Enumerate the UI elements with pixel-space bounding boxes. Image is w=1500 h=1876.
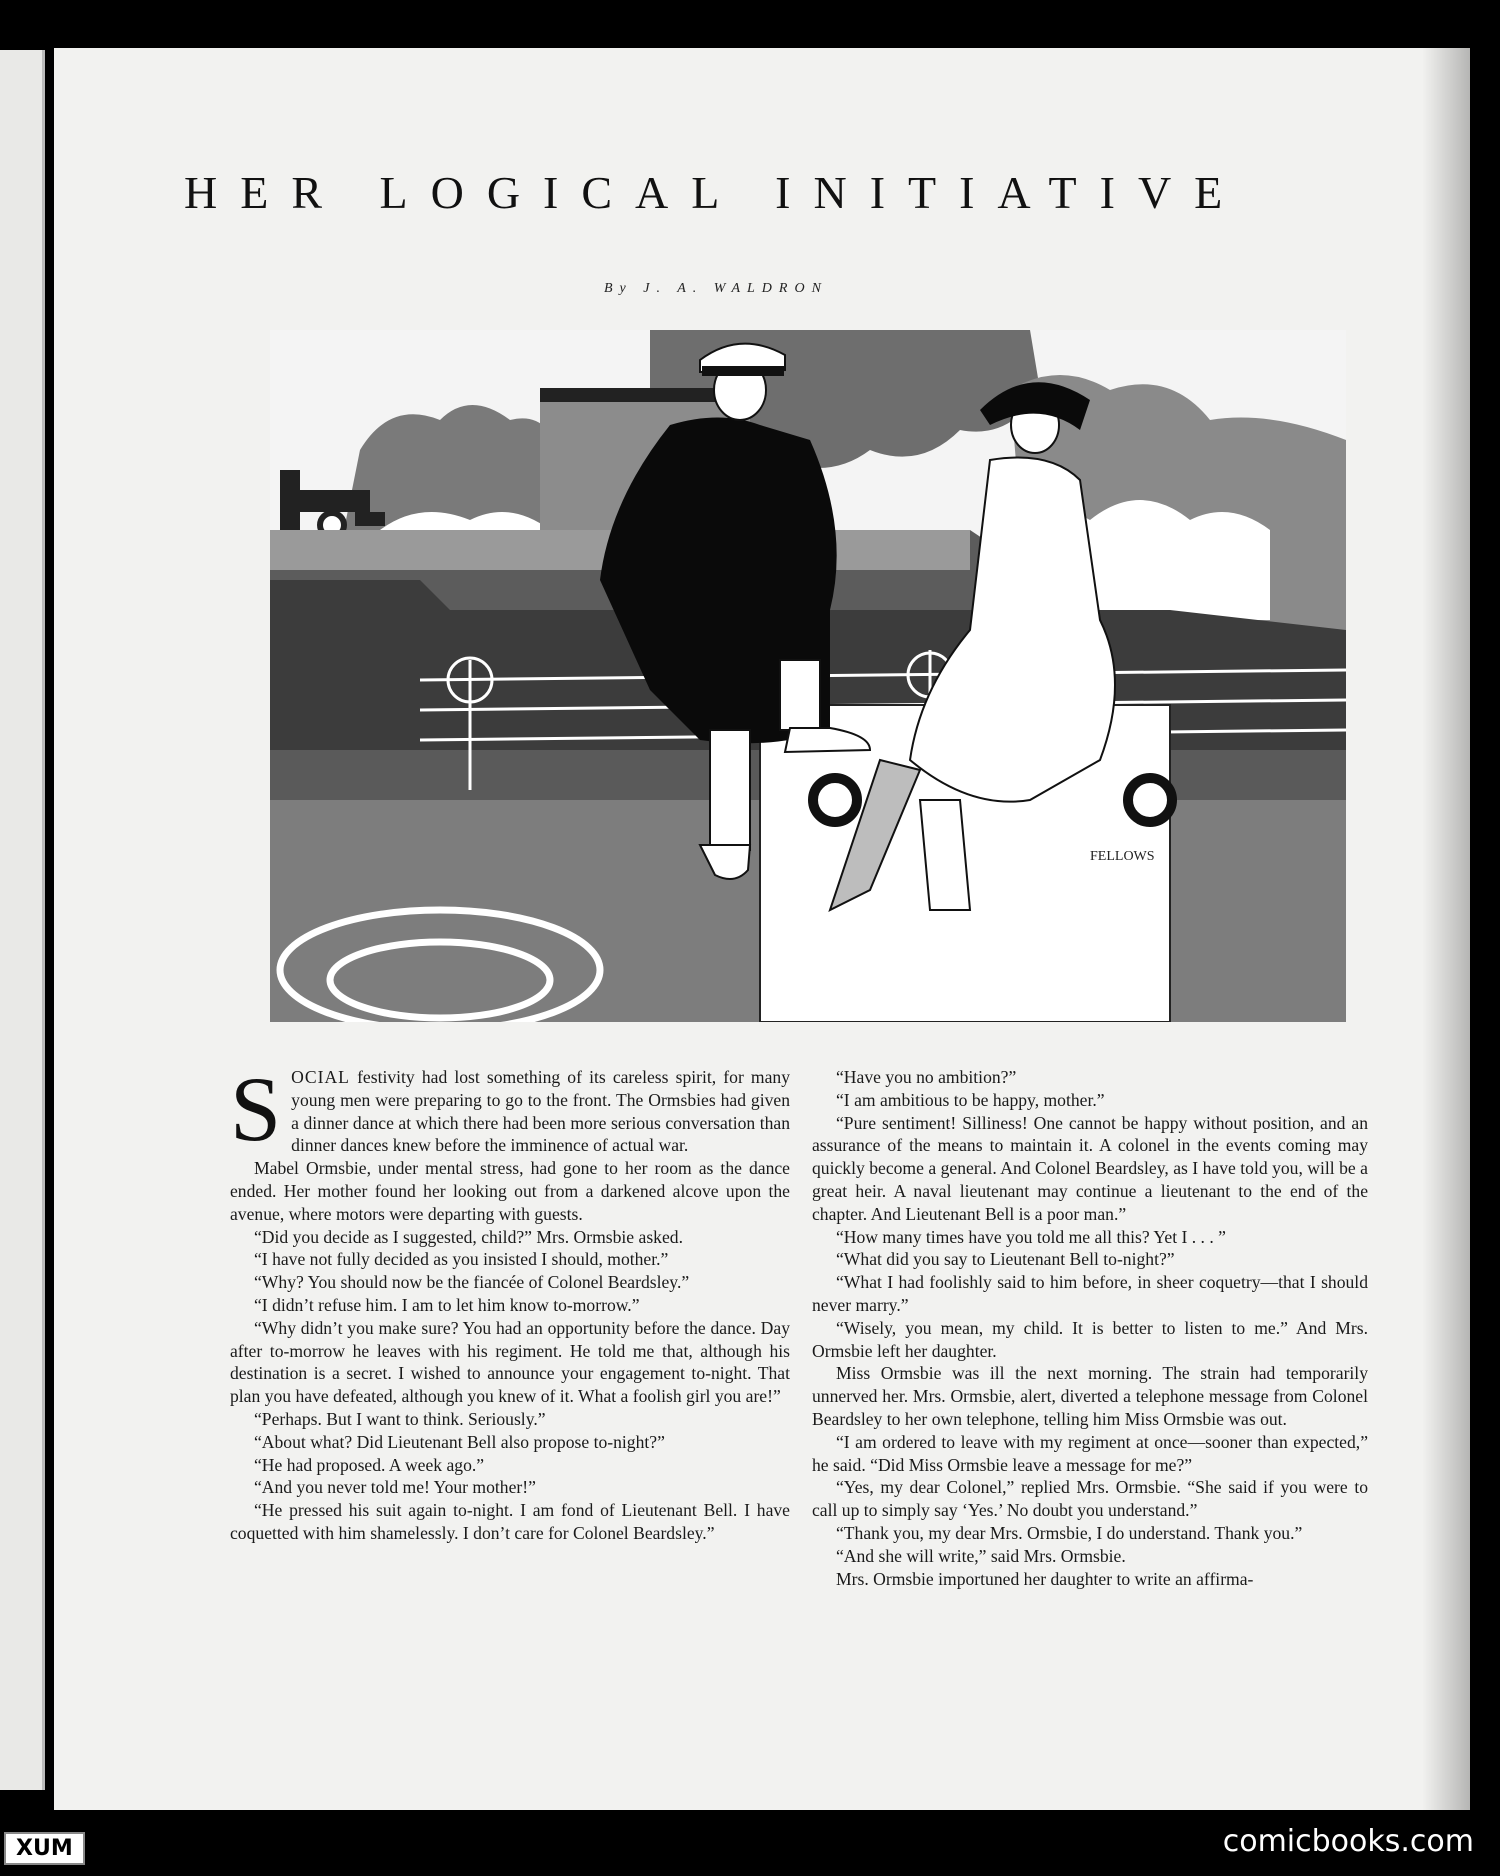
previous-page-edge [0,50,45,1790]
article-byline: By J. A. WALDRON [604,281,828,296]
paragraph: “Did you decide as I suggested, child?” Mrs. Ormsbie asked. [254,1226,683,1247]
illustration-art [270,330,1346,1022]
drop-cap: S [230,1058,282,1160]
watermark: comicbooks.com [1222,1824,1474,1859]
source-tag: XUM [4,1832,85,1865]
paragraph: “How many times have you told me all this? Yet I . . . ” [836,1226,1226,1247]
paragraph: “Pure sentiment! Silliness! One cannot be happy without position, and an assurance of the means to maintain it. A colonel in the events coming may quickly become a general. And Colonel Beardsley, as I have told you, will be a great heir. A naval lieutenant may continue a lieutenant to the end of the chapter. And Lieutenant Bell is a poor man.” [812,1112,1368,1224]
paragraph: “I have not fully decided as you insisted I should, mother.” [254,1249,669,1270]
paragraph: “What I had foolishly said to him before, in sheer coquetry—that I should never marry.” [812,1272,1368,1315]
paragraph: “Have you no ambition?” [836,1067,1017,1087]
artist-signature: FELLOWS [1090,849,1155,864]
paragraph: “I am ambitious to be happy, mother.” [836,1089,1105,1110]
page-gutter-shadow [1422,48,1470,1810]
opening-paragraph [230,1058,790,1160]
paragraph: “Perhaps. But I want to think. Seriously.” [254,1408,546,1429]
paragraph: “He pressed his suit again to-night. I am fond of Lieutenant Bell. I have coquetted with him shamelessly. I don’t care for Colonel Beardsley.” [230,1500,790,1543]
paragraph: “Why? You should now be the fiancée of Colonel Beardsley.” [254,1272,690,1293]
paragraph: “He had proposed. A week ago.” [254,1454,485,1475]
magazine-page [54,48,1470,1810]
paragraph: “Wisely, you mean, my child. It is better to listen to me.” And Mrs. Ormsbie left her daughter. [812,1317,1368,1361]
left-text-column [230,1058,790,1545]
paragraph: Miss Ormsbie was ill the next morning. The strain had temporarily unnerved her. Mrs. Ormsbie, alert, diverted a telephone message from Colonel Beardsley to her own telephone, telling him Miss Ormsbie was out. [812,1363,1368,1429]
lead-in: OCIAL [291,1067,350,1087]
paragraph: “And she will write,” said Mrs. Ormsbie. [836,1545,1126,1566]
paragraph: “Why didn’t you make sure? You had an opportunity before the dance. Day after to-morrow he leaves with his regiment. He told me that, although his destination is a secret. I wished to announce your engagement to-night. That plan you have defeated, although you knew of it. What a foolish girl you are!” [230,1317,790,1407]
paragraph: “About what? Did Lieutenant Bell also propose to-night?” [254,1431,665,1452]
article-title: HER LOGICAL INITIATIVE [184,167,1246,218]
paragraph: “Thank you, my dear Mrs. Ormsbie, I do understand. Thank you.” [836,1522,1303,1543]
paragraph: “I am ordered to leave with my regiment at once—sooner than expected,” he said. “Did Miss Ormsbie leave a message for me?” [812,1431,1368,1475]
story-illustration [270,330,1346,1022]
paragraph: Mrs. Ormsbie importuned her daughter to write an affirma- [836,1568,1254,1589]
paragraph: “Yes, my dear Colonel,” replied Mrs. Ormsbie. “She said if you were to call up to simply say ‘Yes.’ No doubt you understand.” [812,1477,1368,1521]
right-text-column [812,1066,1368,1590]
paragraph: “I didn’t refuse him. I am to let him know to-morrow.” [254,1294,640,1315]
paragraph-text: festivity had lost something of its careless spirit, for many young men were preparing to go to the front. The Ormsbies had given a dinner dance at which there had been more serious conversation than dinner dances knew before the imminence of actual war. [291,1067,790,1156]
paragraph: “What did you say to Lieutenant Bell to-night?” [836,1249,1175,1270]
paragraph: Mabel Ormsbie, under mental stress, had gone to her room as the dance ended. Her mother found her looking out from a darkened alcove upon the avenue, where motors were departing with guests. [230,1158,790,1224]
paragraph: “And you never told me! Your mother!” [254,1477,536,1498]
